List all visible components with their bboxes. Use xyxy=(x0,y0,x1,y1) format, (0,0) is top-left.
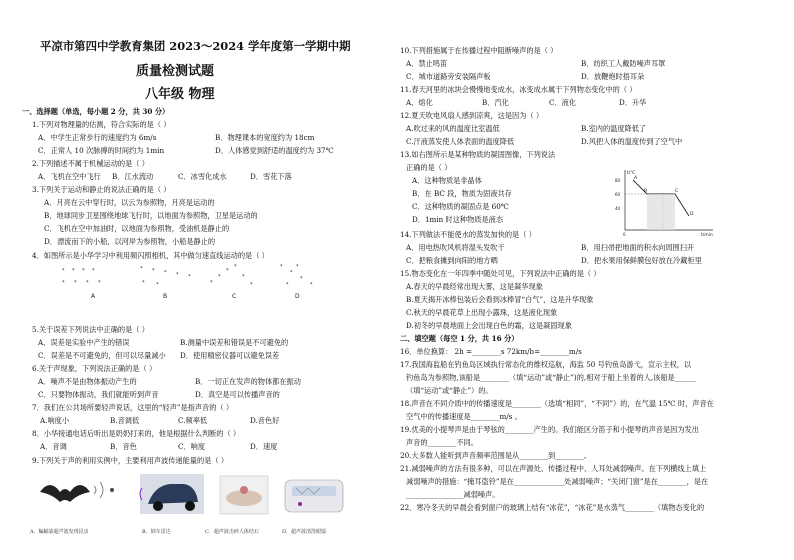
option-5d: D．使用精密仪器可以避免误差 xyxy=(180,351,280,360)
svg-text:*: * xyxy=(86,280,89,286)
caption-9d: D．超声波清洗眼镜 xyxy=(282,529,327,535)
exam-title-line2: 质量检测试题 xyxy=(136,64,215,79)
graph-ytick-40: 40 xyxy=(615,206,621,211)
question-16: 16．单位换算： 2h =________s 72km/h=________m/s xyxy=(400,347,582,356)
option-8d: D．速度 xyxy=(250,442,278,451)
graph-xtick-0: 0 xyxy=(623,232,626,236)
option-12c: C.汗液蒸发使人体表面的温度降低 xyxy=(406,137,515,146)
question-6: 6.关于声现象，下列说法正确的是（ ） xyxy=(32,364,157,373)
question-13-cont: 正确的是（ ） xyxy=(406,163,452,172)
option-2a: A．飞机在空中飞行 xyxy=(38,172,101,181)
option-3b: B．地球同步卫星围绕地球飞行时，以地面为参照物，卫星是运动的 xyxy=(44,211,258,220)
option-11c: C．液化 xyxy=(549,98,577,107)
svg-text:*: * xyxy=(92,268,95,274)
graph-xlabel: t/min xyxy=(701,233,713,236)
option-5a: A．误差是实验中产生的错误 xyxy=(38,338,130,347)
option-13a: A．这种物质是非晶体 xyxy=(412,176,482,185)
svg-text:*: * xyxy=(280,264,283,270)
svg-text:*: * xyxy=(176,272,179,278)
option-15d: D.初冬的早晨地面上会出现白色的霜，这是凝固现象 xyxy=(406,321,572,330)
option-5c: C．误差是不可避免的，但可以尽量减小 xyxy=(38,351,166,360)
option-12a: A.吹过来的风的温度比室温低 xyxy=(406,124,500,133)
section-choice-heading: 一、选择题（单选，每小题 2 分，共 30 分） xyxy=(22,107,170,116)
svg-text:*: * xyxy=(286,282,289,288)
question-17: 17.我国海监船在钓鱼岛区域执行常态化的维权巡航，海监 50 号钓鱼岛游弋，宣示主权，以 xyxy=(400,360,692,369)
lithotripsy-picture xyxy=(220,476,268,514)
question-18: 18.声音在不同介质中的传播速度是________（选填“相同”，“不同”）的，在气温 15℃ 时，声音在 xyxy=(400,399,714,408)
svg-text:*: * xyxy=(250,282,253,288)
option-3c: C．飞机在空中加油时，以地面为参照物，受油机是静止的 xyxy=(44,224,230,233)
option-13d: D．1min 时这种物质是液态 xyxy=(412,215,504,224)
option-10b: B．纺织工人戴防噪声耳罩 xyxy=(581,59,666,68)
question-9: 9.下列关于声的利用实例中，主要利用声波传递能量的是（ ） xyxy=(32,456,229,465)
svg-text:*: * xyxy=(164,270,167,276)
question-2: 2.下列描述不属于机械运动的是（ ） xyxy=(32,159,149,168)
option-11b: B．汽化 xyxy=(482,98,509,107)
cleaner-picture xyxy=(285,480,343,512)
svg-text:*: * xyxy=(98,280,101,286)
option-2b: B．江水流动 xyxy=(112,172,154,181)
question-8: 8．小华接通电话后听出是奶奶打来的，他是根据什么判断的（ ） xyxy=(32,429,241,438)
fig4-label-d: D xyxy=(295,293,300,300)
question-7: 7．我们在公共场所要轻声说话，这里的“轻声”是指声音的（ ） xyxy=(32,403,234,412)
option-8a: A．音调 xyxy=(40,442,67,451)
section-fill-heading: 二、填空题（每空 1 分，共 16 分） xyxy=(400,334,519,343)
question-19: 19.优美的小提琴声是由于琴弦的________产生的。我们能区分笛子和小提琴的声音是因为发出 xyxy=(400,425,699,434)
svg-text:*: * xyxy=(142,280,145,286)
question-21-line3: ________________减弱噪声。 xyxy=(406,490,500,499)
svg-text:*: * xyxy=(188,274,191,280)
question-17-line2: 钓鱼岛为参照物,该船是________（填“运动”或“静止”)的,相对于船上坐着的人,该船是______ xyxy=(406,373,697,382)
strobe-motion-figure xyxy=(60,264,340,306)
svg-text:*: * xyxy=(290,270,293,276)
graph-ylabel: t/℃ xyxy=(627,171,636,176)
svg-text:*: * xyxy=(218,274,221,280)
option-15a: A.春天的早晨经常出现大雾，这是凝华现象 xyxy=(406,282,543,291)
fig4-label-c: C xyxy=(232,293,237,300)
fig4-label-b: B xyxy=(163,293,168,300)
option-14b: B．用扫帚把地面的积水向周围扫开 xyxy=(581,243,695,252)
caption-9a: A．蝙蝠靠超声波发现昆虫 xyxy=(30,529,89,535)
question-22: 22．寒冷冬天的早晨会看到窗户的玻璃上结有“冰花”，“冰花”是水蒸气________（填物态变化的 xyxy=(400,503,705,512)
svg-text:*: * xyxy=(72,268,75,274)
question-12: 12.夏天吹电风扇人感到凉爽，这是因为（ ） xyxy=(400,111,544,120)
caption-9c: C．超声波击碎人体结石 xyxy=(205,529,259,535)
option-13c: C．这种物质的凝固点是 60℃ xyxy=(412,202,509,211)
svg-text:*: * xyxy=(62,268,65,274)
question-10: 10.下列措施属于在传播过程中阻断噪声的是（ ） xyxy=(400,46,558,55)
option-7b: B.音调低 xyxy=(110,416,140,425)
option-14a: A．用电热吹风机将湿头发吹干 xyxy=(406,243,505,252)
svg-text:*: * xyxy=(310,282,313,288)
option-15c: C.秋天的早晨花草上出现小露珠，这是液化现象 xyxy=(406,308,558,317)
svg-text:*: * xyxy=(226,268,229,274)
option-7a: A.响度小 xyxy=(40,416,70,425)
question-21: 21.减弱噪声的方法有很多种，可以在声源处、传播过程中、人耳处减弱噪声。在下列横线上填上 xyxy=(400,464,707,473)
question-14: 14.下列做法不能使水的蒸发加快的是（ ） xyxy=(400,230,536,239)
option-8b: B．音色 xyxy=(110,442,137,451)
svg-text:*: * xyxy=(152,268,155,274)
solidification-graph xyxy=(613,166,717,236)
option-1b: B．物理课本的宽度约为 18cm xyxy=(215,133,315,142)
svg-text:*: * xyxy=(300,276,303,282)
option-10c: C．城市道路旁安装隔声板 xyxy=(406,72,491,81)
question-21-line2: 减弱噪声的措施：“掩耳盗铃”是在______________处减弱噪声；“关闭门窗”是在________，是在 xyxy=(406,477,709,486)
bat-picture xyxy=(40,482,114,502)
option-12b: B.室内的温度降低了 xyxy=(581,124,647,133)
question-17-line3: （填“运动”或“静止”）的。 xyxy=(406,386,493,395)
question-19-line2: 声音的________不同。 xyxy=(406,438,478,447)
option-6d: D．真空是可以传播声音的 xyxy=(195,390,280,399)
svg-text:*: * xyxy=(74,280,77,286)
option-1a: A．中学生正常步行的速度约为 6m/s xyxy=(38,133,157,142)
svg-text:*: * xyxy=(156,282,159,288)
option-13b: B．在 BC 段，物质为固液共存 xyxy=(412,189,512,198)
option-8c: C．响度 xyxy=(178,442,206,451)
option-15b: B.夏天揭开冰棒包装后会看到冰棒冒“白气”，这是升华现象 xyxy=(406,295,594,304)
svg-text:*: * xyxy=(82,268,85,274)
question-20: 20.大多数人能听到声音频率范围是从________到________。 xyxy=(400,451,592,460)
option-2c: C．冰雪化成水 xyxy=(178,172,227,181)
car-picture xyxy=(140,474,204,514)
question-18-line2: 空气中的传播速度是________m/s 。 xyxy=(406,412,522,421)
option-5b: B.测量中误差和错误是不可避免的 xyxy=(180,338,289,347)
option-1c: C．正常人 10 次脉搏的时间约为 1min xyxy=(38,146,165,155)
caption-9b: B．倒车雷达 xyxy=(142,529,171,535)
exam-grade-subject: 八年级 物理 xyxy=(145,87,215,102)
exam-title-line1: 平凉市第四中学教育集团 2023～2024 学年度第一学期中期 xyxy=(40,39,351,53)
graph-point-c: C xyxy=(675,189,679,194)
option-14c: C．把粮食摊到向阳的地方晒 xyxy=(406,256,498,265)
svg-text:*: * xyxy=(140,266,143,272)
option-14d: D．把水果用保鲜膜包好放在冷藏柜里 xyxy=(581,256,702,265)
question-1: 1.下列对物理量的估测，符合实际的是（ ） xyxy=(32,120,171,129)
option-10a: A．禁止鸣笛 xyxy=(406,59,448,68)
question-15: 15.物态变化在一年四季中随处可见，下列说法中正确的是（ ） xyxy=(400,269,601,278)
graph-ytick-80: 80 xyxy=(615,178,621,183)
option-7d: D.音色好 xyxy=(250,416,280,425)
question-13: 13.如右图所示是某种物质的凝固图像，下列说法 xyxy=(400,150,556,159)
option-6c: C．只要物体振动，我们就能听到声音 xyxy=(38,390,159,399)
graph-point-d: D xyxy=(690,212,694,217)
option-12d: D.风把人体的温度传到了空气中 xyxy=(581,137,683,146)
graph-ytick-60: 60 xyxy=(615,192,621,197)
right-column xyxy=(397,0,794,560)
sound-uses-figures xyxy=(30,470,360,526)
svg-text:*: * xyxy=(296,264,299,270)
graph-point-a: A xyxy=(634,176,638,181)
option-11a: A．熔化 xyxy=(406,98,433,107)
svg-text:*: * xyxy=(242,274,245,280)
option-11d: D．升华 xyxy=(619,98,647,107)
question-3: 3.下列关于运动和静止的说法正确的是（ ） xyxy=(32,185,171,194)
fig4-label-a: A xyxy=(91,293,96,300)
option-2d: D．雪花下落 xyxy=(250,172,292,181)
svg-text:*: * xyxy=(210,280,213,286)
option-6b: B．一切正在发声的物体都在振动 xyxy=(195,377,301,386)
option-10d: D．放鞭炮时捂耳朵 xyxy=(581,72,645,81)
question-5: 5.关于误差下列说法中正确的是（ ） xyxy=(32,325,149,334)
option-7c: C.频率低 xyxy=(178,416,208,425)
svg-text:*: * xyxy=(234,264,237,270)
option-6a: A．噪声不是由物体振动产生的 xyxy=(38,377,137,386)
question-11: 11.春天河里的冰块会慢慢地变成水，冰变成水属于下列物态变化中的（ ） xyxy=(400,85,637,94)
question-4: 4．如图所示是小华学习中利用频闪照相机，其中做匀速直线运动的是（ ） xyxy=(32,251,269,260)
option-3d: D．漂流而下的小船，以河岸为参照物，小船是静止的 xyxy=(44,237,216,246)
option-3a: A．月亮在云中穿行时，以云为参照物，月亮是运动的 xyxy=(44,198,215,207)
svg-text:*: * xyxy=(62,280,65,286)
graph-point-b: B xyxy=(644,189,648,194)
option-1d: D．人体感觉到舒适的温度约为 37℃ xyxy=(215,146,334,155)
